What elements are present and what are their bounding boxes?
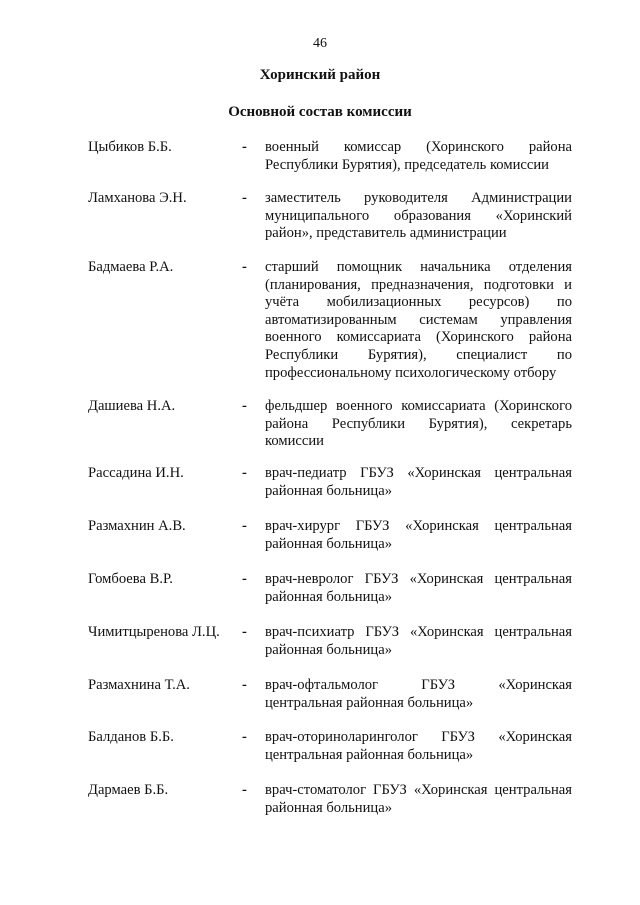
member-name: Дашиева Н.А. [88, 398, 176, 414]
member-name: Бадмаева Р.А. [88, 259, 174, 275]
member-name: Размахнина Т.А. [88, 677, 190, 693]
dash-separator: - [242, 677, 247, 693]
member-name: Рассадина И.Н. [88, 465, 184, 481]
member-role: старший помощник начальника отделения (планирования, предназначения, подготовки и учёта мобилизационных ресурсов) по автоматизированным системам управления военного комиссариата (Хоринского района Республики Бурятия), специалист по профессиональному психологическому отбору [265, 259, 572, 381]
member-role: врач-оториноларинголог ГБУЗ «Хоринская центральная районная больница» [265, 729, 572, 763]
dash-separator: - [242, 729, 247, 745]
member-role: врач-педиатр ГБУЗ «Хоринская центральная районная больница» [265, 465, 572, 499]
member-role: врач-стоматолог ГБУЗ «Хоринская центральная районная больница» [265, 782, 572, 816]
dash-separator: - [242, 398, 247, 414]
member-role: врач-хирург ГБУЗ «Хоринская центральная районная больница» [265, 518, 572, 552]
member-name: Цыбиков Б.Б. [88, 139, 172, 155]
page-number: 46 [313, 36, 327, 51]
member-role: фельдшер военного комиссариата (Хоринского района Республики Бурятия), секретарь комиссии [265, 398, 572, 450]
member-name: Балданов Б.Б. [88, 729, 174, 745]
member-name: Чимитцыренова Л.Ц. [88, 624, 220, 640]
member-role: врач-психиатр ГБУЗ «Хоринская центральная районная больница» [265, 624, 572, 658]
dash-separator: - [242, 139, 247, 155]
dash-separator: - [242, 259, 247, 275]
member-name: Дармаев Б.Б. [88, 782, 169, 798]
member-name: Размахнин А.В. [88, 518, 186, 534]
section-title: Основной состав комиссии [228, 104, 412, 120]
dash-separator: - [242, 190, 247, 206]
member-name: Гомбоева В.Р. [88, 571, 173, 587]
member-role: врач-офтальмолог ГБУЗ «Хоринская центральная районная больница» [265, 677, 572, 711]
member-role: военный комиссар (Хоринского района Республики Бурятия), председатель комиссии [265, 139, 572, 173]
district-title: Хоринский район [259, 67, 381, 83]
member-name: Ламханова Э.Н. [88, 190, 187, 206]
member-role: врач-невролог ГБУЗ «Хоринская центральная районная больница» [265, 571, 572, 605]
dash-separator: - [242, 465, 247, 481]
member-role: заместитель руководителя Администрации муниципального образования «Хоринский район», представитель администрации [265, 190, 572, 242]
dash-separator: - [242, 518, 247, 534]
dash-separator: - [242, 782, 247, 798]
dash-separator: - [242, 571, 247, 587]
dash-separator: - [242, 624, 247, 640]
